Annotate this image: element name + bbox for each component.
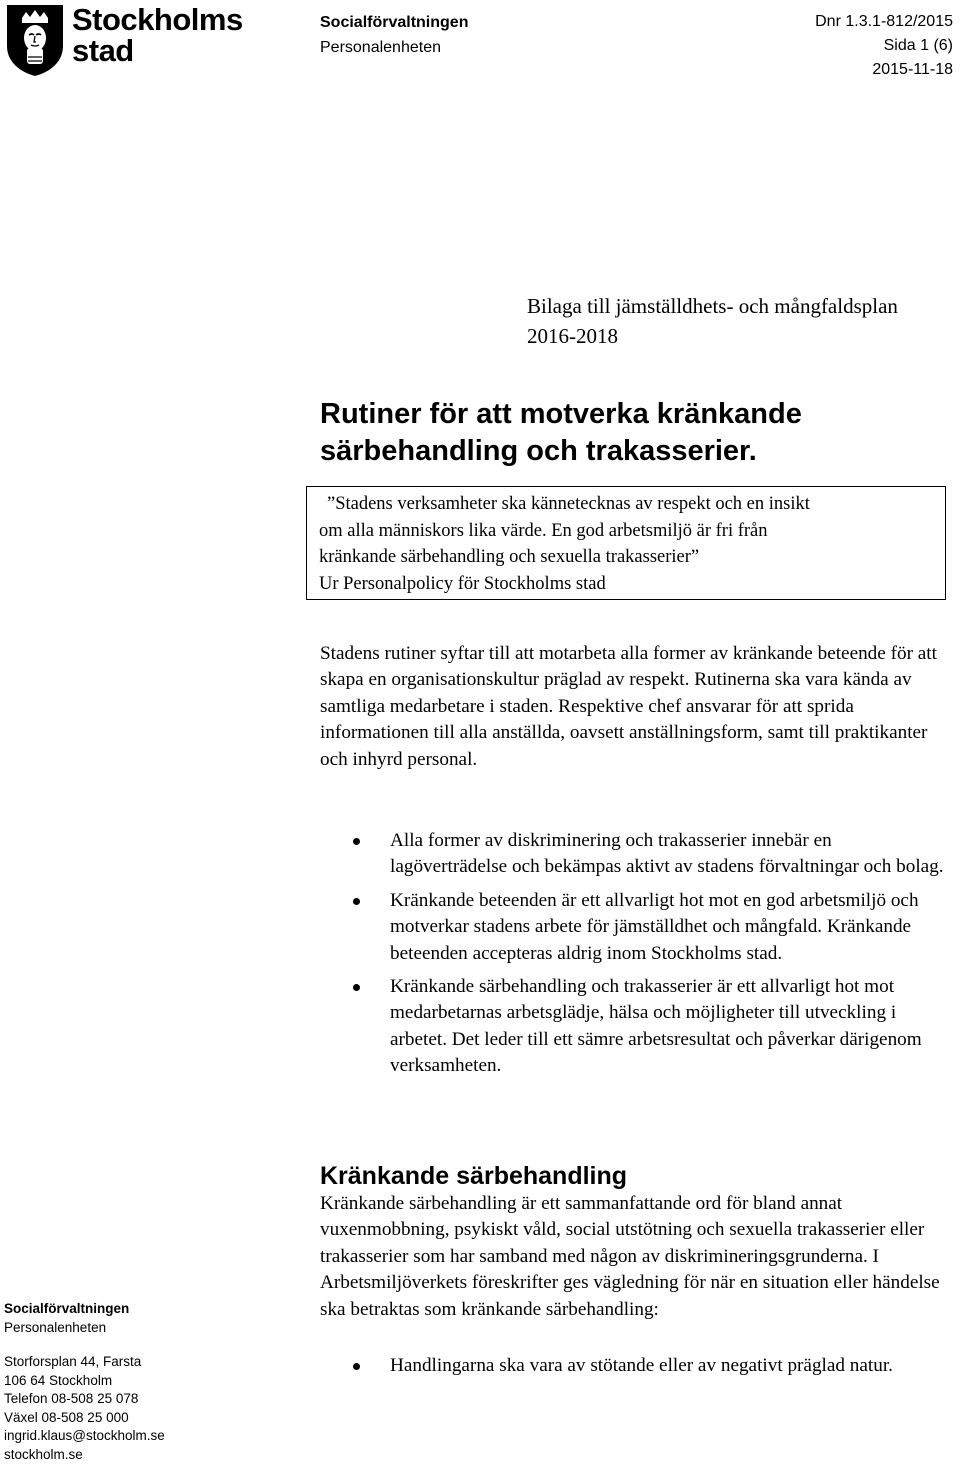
stockholm-logo: [4, 2, 243, 78]
bullet-icon: [353, 898, 360, 905]
bullet-icon: [353, 984, 360, 991]
document-number: Dnr 1.3.1-812/2015: [815, 13, 953, 30]
policy-quote-box: ”Stadens verksamheter ska kännetecknas av respekt och en insikt om alla människors lika värde. En god arbetsmiljö är fri från kränkande särbehandling och sexuella trakasserier” Ur Personalpolicy för Stockholms stad: [306, 486, 946, 600]
header-organization: [320, 10, 468, 60]
bullet-icon: [353, 1363, 360, 1370]
logo-wordmark: Stockholms stad: [72, 2, 243, 68]
page-number: Sida 1 (6): [883, 37, 953, 54]
section-heading: Kränkande särbehandling: [320, 1162, 628, 1190]
footer-phone: Telefon 08-508 25 078: [4, 1391, 139, 1406]
sender-footer: [4, 1300, 165, 1464]
header-unit: Personalenheten: [320, 39, 441, 56]
intro-paragraph: Stadens rutiner syftar till att motarbeta alla former av kränkande beteende för att skapa en organisationskultur präglad av respekt. Rutinerna ska vara kända av samtliga medarbetare i staden. Respektive chef ansvarar för att sprida informationen till alla anställda, oavsett anställningsform, samt till praktikanter och inhyrd personal.: [320, 643, 937, 770]
list-item: Kränkande särbehandling och trakasserier är ett allvarligt hot mot medarbetarnas arbetsglädje, hälsa och möjligheter till utveckling i arbetet. Det leder till ett sämre arbetsresultat och påverkar därigenom verksamheten.: [320, 974, 950, 1080]
list-item: Kränkande beteenden är ett allvarligt hot mot en god arbetsmiljö och motverkar stadens arbete för jämställdhet och mångfald. Kränkande beteenden accepteras aldrig inom Stockholms stad.: [320, 888, 950, 967]
footer-email-link[interactable]: ingrid.klaus@stockholm.se: [4, 1428, 165, 1443]
principles-list: [320, 828, 950, 1087]
criteria-list: [320, 1353, 950, 1386]
section-paragraph: Kränkande särbehandling är ett sammanfattande ord för bland annat vuxenmobbning, psykiskt våld, social utstötning och sexuella trakasserier eller trakasserier som har samband med någon av diskrimineringsgrunderna. I Arbetsmiljöverkets föreskrifter ges vägledning för när en situation eller händelse ska betraktas som kränkande särbehandling:: [320, 1193, 940, 1320]
page-title: Rutiner för att motverka kränkande särbehandling och trakasserier.: [320, 398, 802, 467]
footer-org: Socialförvaltningen: [4, 1301, 130, 1316]
document-date: 2015-11-18: [872, 61, 953, 78]
header-org: Socialförvaltningen: [320, 14, 469, 31]
bullet-icon: [353, 838, 360, 845]
footer-address: Storforsplan 44, Farsta: [4, 1354, 142, 1369]
footer-postal: 106 64 Stockholm: [4, 1372, 113, 1388]
footer-switchboard: Växel 08-508 25 000: [4, 1409, 129, 1425]
footer-web-link[interactable]: stockholm.se: [4, 1446, 83, 1462]
header-meta: [815, 10, 953, 82]
crest-icon: [4, 2, 66, 78]
list-item: Handlingarna ska vara av stötande eller av negativt präglad natur.: [320, 1353, 950, 1379]
footer-unit: Personalenheten: [4, 1319, 107, 1335]
list-item: Alla former av diskriminering och trakasserier innebär en lagöverträdelse och bekämpas aktivt av stadens förvaltningar och bolag.: [320, 828, 950, 881]
appendix-note: Bilaga till jämställdhets- och mångfaldsplan 2016-2018: [527, 294, 898, 348]
